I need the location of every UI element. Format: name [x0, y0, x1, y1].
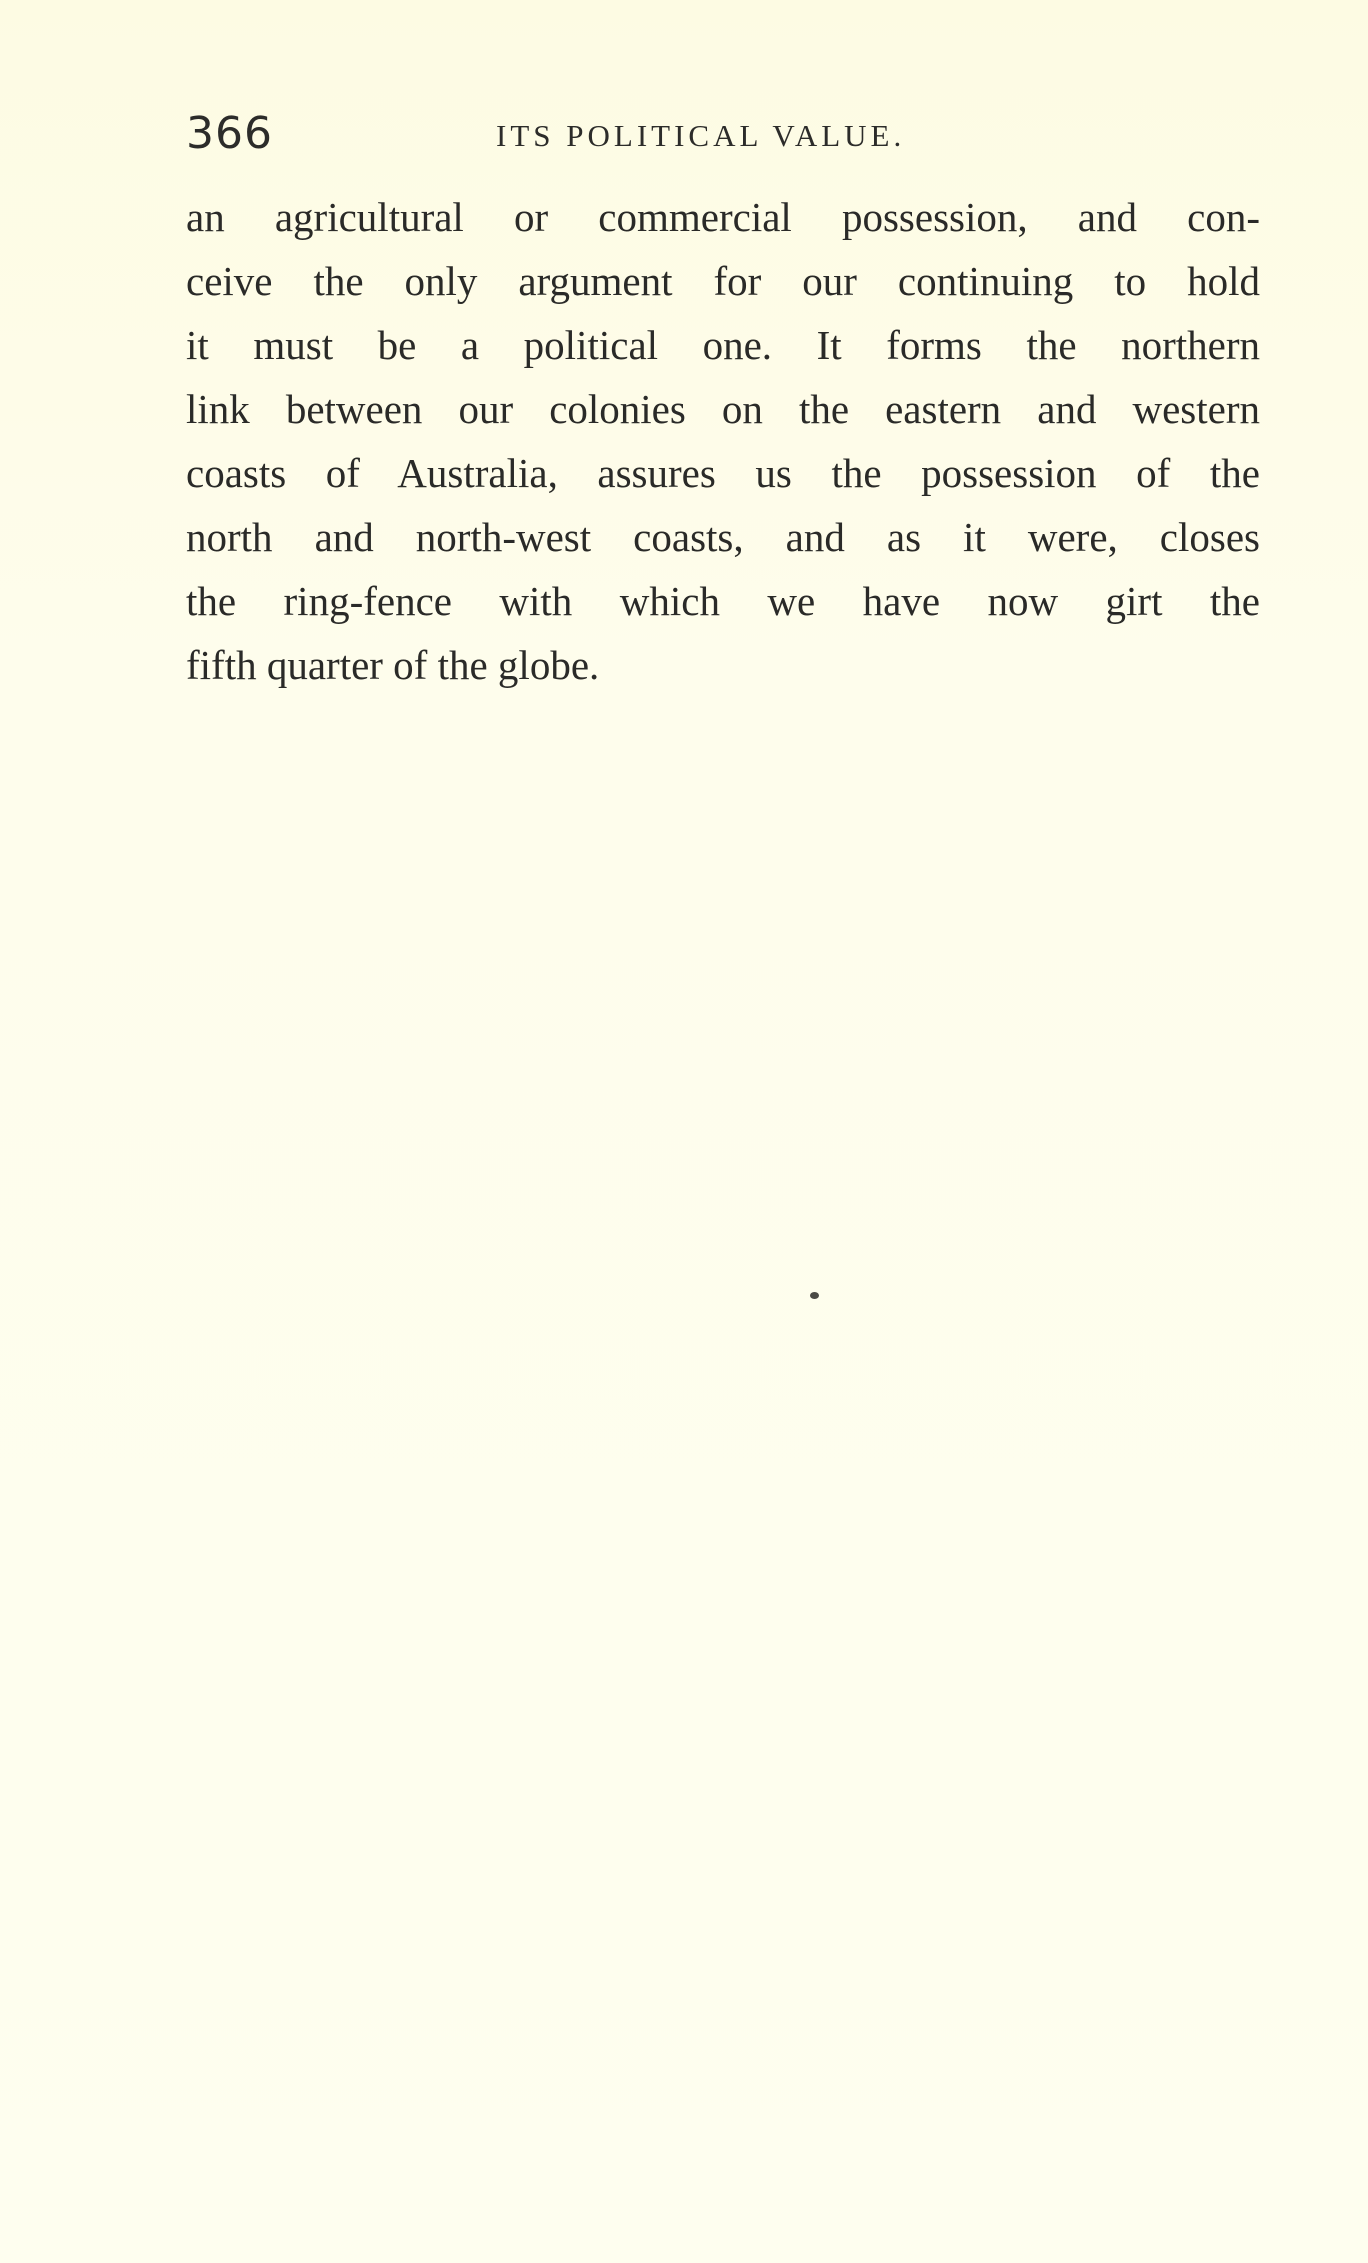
text-line: ceive the only argument for our continuing to hold [186, 258, 1260, 304]
text-line: coasts of Australia, assures us the possession of the [186, 450, 1260, 496]
text-line: an agricultural or commercial possession, and con- [186, 194, 1260, 240]
text-line: north and north-west coasts, and as it were, closes [186, 514, 1260, 560]
page-number: 366 [186, 108, 273, 159]
text-line: it must be a political one. It forms the northern [186, 322, 1260, 368]
running-title: ITS POLITICAL VALUE. [496, 118, 906, 153]
text-line: the ring-fence with which we have now girt the [186, 578, 1260, 624]
running-head [186, 108, 1266, 168]
text-line: link between our colonies on the eastern and western [186, 386, 1260, 432]
body-paragraph [186, 185, 1260, 697]
text-line: fifth quarter of the globe. [186, 642, 600, 688]
ink-speck [810, 1292, 819, 1299]
